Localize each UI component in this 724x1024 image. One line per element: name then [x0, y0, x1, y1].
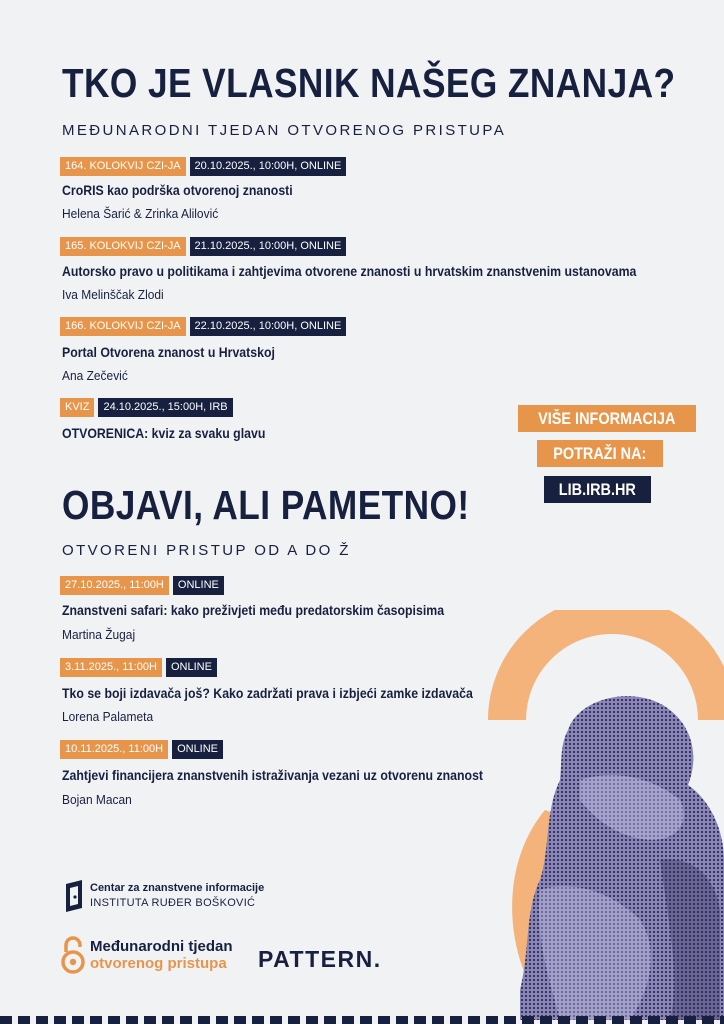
date-tag: 21.10.2025., 10:00H, ONLINE — [190, 237, 347, 256]
pattern-logo: PATTERN. — [258, 946, 382, 972]
event-author: Bojan Macan — [62, 792, 132, 807]
oaw-line2: otvorenog pristupa — [90, 955, 227, 972]
colloquium-tag: 164. KOLOKVIJ CZI-JA — [60, 157, 186, 176]
main-subheading: MEĐUNARODNI TJEDAN OTVORENOG PRISTUPA — [62, 122, 507, 139]
event-tags — [60, 237, 346, 256]
event-tags — [60, 576, 224, 595]
event-author: Iva Melinščak Zlodi — [62, 287, 164, 302]
oaw-line1: Međunarodni tjedan — [90, 938, 233, 955]
event-tags — [60, 658, 217, 677]
event-tags — [60, 157, 346, 176]
event-tags — [60, 317, 346, 336]
czi-name: Centar za znanstvene informacije — [90, 882, 265, 894]
statue-illustration — [520, 690, 724, 1020]
section-heading: OBJAVI, ALI PAMETNO! — [62, 482, 470, 528]
bottom-dashed-border — [0, 1016, 724, 1024]
mode-tag: ONLINE — [173, 576, 224, 595]
czi-logo-icon — [64, 880, 86, 912]
date-tag: 10.11.2025., 11:00H — [60, 740, 168, 759]
event-author: Helena Šarić & Zrinka Alilović — [62, 206, 219, 221]
event-author: Lorena Palameta — [62, 709, 154, 724]
mode-tag: ONLINE — [166, 658, 217, 677]
event-title: Zahtjevi financijera znanstvenih istraživanja vezani uz otvorenu znanost — [62, 767, 484, 783]
czi-institute: INSTITUTA RUĐER BOŠKOVIĆ — [90, 897, 256, 909]
info-link-url[interactable]: LIB.IRB.HR — [544, 476, 651, 503]
event-author: Martina Žugaj — [62, 627, 136, 642]
event-title: Znanstveni safari: kako preživjeti među predatorskim časopisima — [62, 602, 445, 618]
event-title: Autorsko pravo u politikama i zahtjevima otvorene znanosti u hrvatskim znanstvenim ustanovama — [62, 263, 637, 279]
section-subheading: OTVORENI PRISTUP OD A DO Ž — [62, 542, 351, 559]
event-title: CroRIS kao podrška otvorenoj znanosti — [62, 182, 293, 198]
open-access-lock-icon — [60, 936, 86, 974]
info-line-search: POTRAŽI NA: — [537, 440, 663, 467]
colloquium-tag: 165. KOLOKVIJ CZI-JA — [60, 237, 186, 256]
event-author: Ana Zečević — [62, 368, 128, 383]
info-line-more: VIŠE INFORMACIJA — [518, 405, 696, 432]
date-tag: 24.10.2025., 15:00H, IRB — [98, 398, 232, 417]
event-title: OTVORENICA: kviz za svaku glavu — [62, 425, 266, 441]
quiz-tag: KVIZ — [60, 398, 94, 417]
event-tags — [60, 398, 233, 417]
main-heading: TKO JE VLASNIK NAŠEG ZNANJA? — [62, 60, 676, 106]
mode-tag: ONLINE — [172, 740, 223, 759]
event-tags — [60, 740, 223, 759]
date-tag: 27.10.2025., 11:00H — [60, 576, 169, 595]
event-title: Tko se boji izdavača još? Kako zadržati prava i izbjeći zamke izdavača — [62, 685, 473, 701]
colloquium-tag: 166. KOLOKVIJ CZI-JA — [60, 317, 186, 336]
event-title: Portal Otvorena znanost u Hrvatskoj — [62, 344, 275, 360]
date-tag: 22.10.2025., 10:00H, ONLINE — [190, 317, 347, 336]
date-tag: 20.10.2025., 10:00H, ONLINE — [190, 157, 347, 176]
date-tag: 3.11.2025., 11:00H — [60, 658, 162, 677]
